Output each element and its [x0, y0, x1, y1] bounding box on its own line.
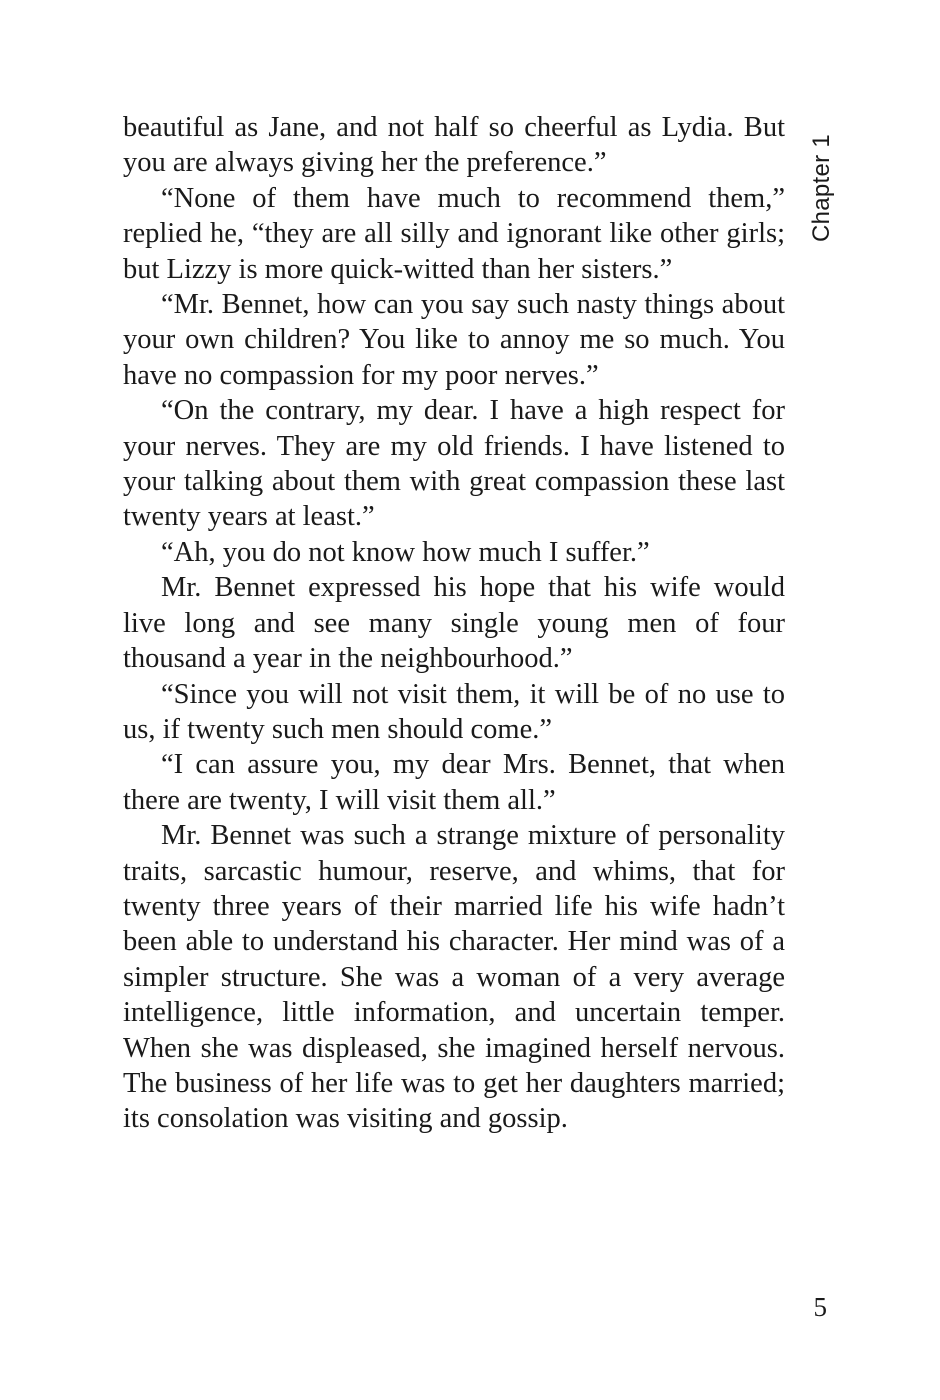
page-number: 5	[813, 1292, 827, 1322]
paragraph: Mr. Bennet was such a strange mixture of personality traits, sarcastic humour, reserve, and whims, that for twenty three years of their married life his wife hadn’t been able to understand his character. Her mind was of a simpler structure. She was a woman of a very average intelligence, little information, and uncertain temper. When she was displeased, she imagined herself nervous. The business of her life was to get her daughters married; its consolation was visiting and gossip.	[123, 820, 785, 1135]
paragraph: “Mr. Bennet, how can you say such nasty things about your own children? You like to annoy me so much. You have no compassion for my poor nerves.”	[123, 289, 785, 391]
paragraph: “None of them have much to recommend them,” replied he, “they are all silly and ignorant like other girls; but Lizzy is more quick-witted than her sisters.”	[123, 182, 785, 285]
paragraph: “Since you will not visit them, it will be of no use to us, if twenty such men should come.”	[123, 678, 785, 745]
paragraph: “Ah, you do not know how much I suffer.”	[161, 536, 650, 568]
paragraph: Mr. Bennet expressed his hope that his wife would live long and see many single young men of four thousand a year in the neighbourhood.”	[123, 572, 785, 675]
paragraph-continued: beautiful as Jane, and not half so cheerful as Lydia. But you are always giving her the preference.”	[123, 112, 785, 179]
paragraph: “On the contrary, my dear. I have a high respect for your nerves. They are my old friends. I have listened to your talking about them with great compassion these last twenty years at least.”	[123, 395, 785, 533]
paragraph: “I can assure you, my dear Mrs. Bennet, that when there are twenty, I will visit them all.”	[123, 749, 785, 816]
running-head: Chapter 1	[808, 133, 835, 243]
body-text	[123, 110, 785, 1137]
